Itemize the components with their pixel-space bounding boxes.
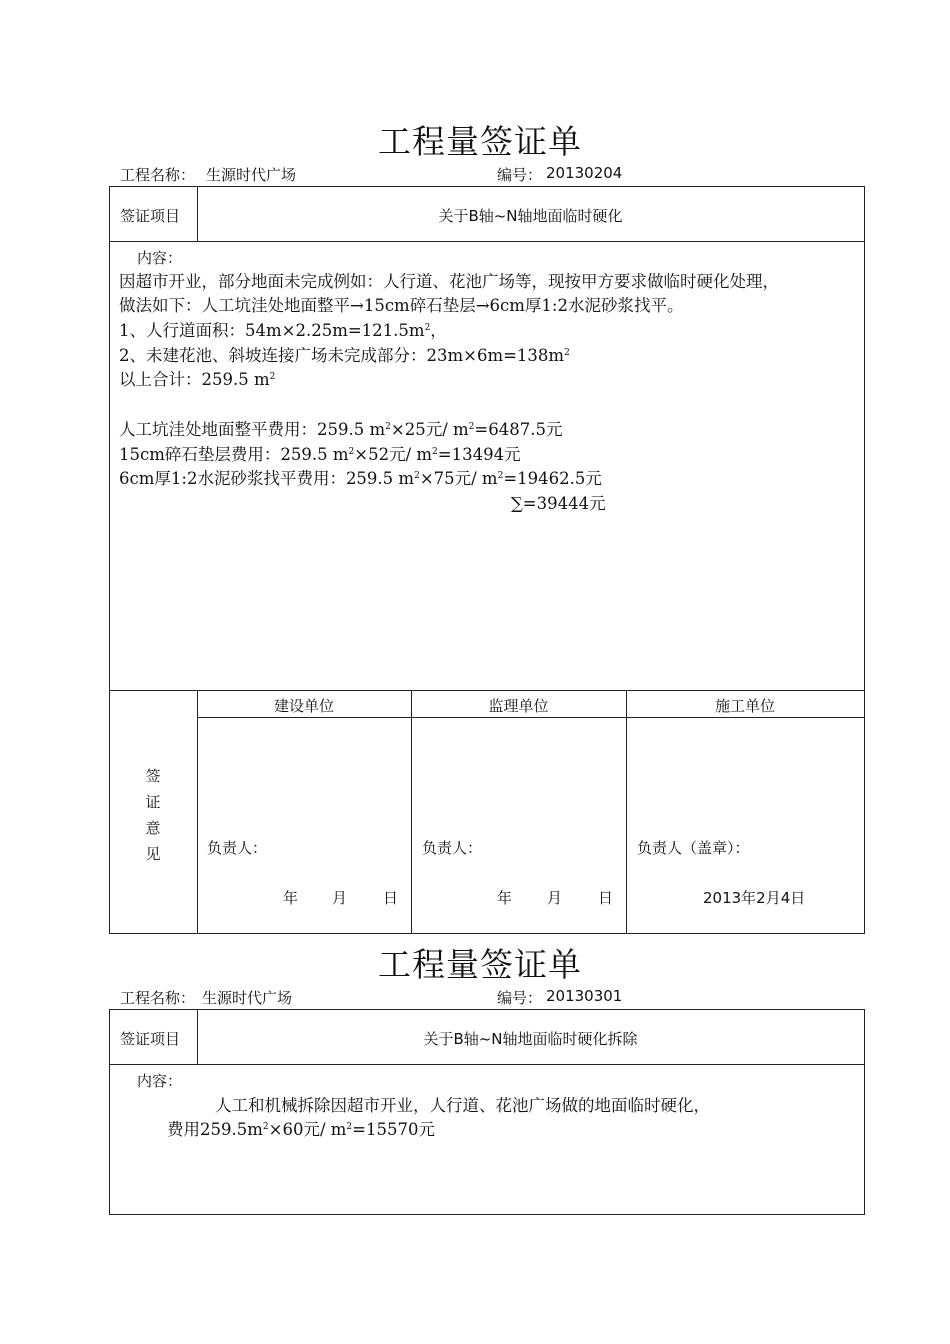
form1-area-line-1: 1、人行道面积：$54m\times 2.25m=121.5m^2$， [119, 321, 447, 340]
form2-content-label: 内容： [137, 1072, 183, 1090]
form1-opinion-col-divider [197, 690, 198, 934]
construction-responsible: 负责人： [207, 839, 268, 857]
form2-top-border [109, 1009, 865, 1010]
form1-cost-line-3: 6cm厚1:2水泥砂浆找平费用：259.5 $m^2\times 75$元/ $m^2=19462.5$元 [119, 469, 602, 488]
opinion-char: 签 [145, 767, 161, 785]
party-header-contractor: 施工单位 [714, 697, 775, 715]
supervision-date-day: 日 [598, 889, 614, 907]
supervision-date-month: 月 [547, 889, 563, 907]
form2-content-line-2: 费用$259.5m^2\times 60$元/ $m^2=15570$元 [167, 1120, 435, 1139]
form2-number-label: 编号： [497, 989, 543, 1007]
construction-date-year: 年 [283, 889, 299, 907]
form2-right-border [864, 1009, 865, 1215]
supervision-responsible: 负责人： [422, 839, 483, 857]
party-header-supervision: 监理单位 [488, 697, 549, 715]
form1-party-divider-1 [411, 690, 412, 934]
form1-number-label: 编号： [497, 166, 543, 184]
form1-number: 20130204 [546, 164, 623, 182]
form1-left-border [109, 186, 110, 934]
form1-top-border [109, 186, 865, 187]
opinion-char: 证 [145, 793, 161, 811]
form2-content-line-1: 人工和机械拆除因超市开业，人行道、花池广场做的地面临时硬化， [215, 1096, 710, 1115]
opinion-char: 见 [145, 845, 161, 863]
form1-party-divider-2 [626, 690, 627, 934]
form1-sum-line: ∑=39444元 [511, 494, 606, 513]
form1-item-divider [109, 241, 865, 242]
form1-item-label: 签证项目 [120, 207, 181, 225]
form1-content-divider [109, 690, 865, 691]
opinion-char: 意 [145, 819, 161, 837]
form2-number: 20130301 [546, 987, 623, 1005]
construction-date-day: 日 [383, 889, 399, 907]
form1-cost-line-1: 人工坑洼处地面整平费用：259.5 $m^2\times 25$元/ $m^2=6487.5$元 [119, 420, 563, 439]
form1-project-name: 生源时代广场 [206, 166, 297, 184]
form1-party-header-divider [197, 717, 865, 718]
form1-area-line-2: 2、未建花池、斜坡连接广场未完成部分：$23m\times 6m=138m^2$ [119, 346, 570, 365]
form1-content-line-2: 做法如下：人工坑洼处地面整平→15cm碎石垫层→6cm厚1:2水泥砂浆找平。 [119, 296, 684, 315]
form2-left-border [109, 1009, 110, 1215]
form2-item-divider [109, 1064, 865, 1065]
form1-title: 工程量签证单 [378, 122, 582, 161]
form2-bottom-border [109, 1214, 865, 1215]
form1-opinion-label [143, 763, 163, 867]
form1-right-border [864, 186, 865, 934]
form1-bottom-border [109, 933, 865, 934]
form2-project-label: 工程名称： [120, 989, 196, 1007]
form1-content-line-1: 因超市开业，部分地面未完成例如：人行道、花池广场等，现按甲方要求做临时硬化处理， [119, 272, 779, 291]
form1-item-value: 关于B轴~N轴地面临时硬化 [438, 207, 623, 225]
party-header-construction: 建设单位 [273, 697, 334, 715]
form2-title: 工程量签证单 [378, 945, 582, 984]
form2-project-name: 生源时代广场 [202, 989, 293, 1007]
form1-cost-line-2: 15cm碎石垫层费用：259.5 $m^2\times 52$元/ $m^2=13494$元 [119, 445, 521, 464]
contractor-responsible: 负责人（盖章）： [637, 839, 750, 857]
form1-total-line: 以上合计：259.5 $m^2$ [119, 370, 276, 389]
construction-date-month: 月 [332, 889, 348, 907]
form2-item-value: 关于B轴~N轴地面临时硬化拆除 [423, 1030, 638, 1048]
form1-project-label: 工程名称： [120, 166, 196, 184]
supervision-date-year: 年 [497, 889, 513, 907]
contractor-date: 2013年2月4日 [703, 889, 806, 907]
form1-content-label: 内容： [137, 249, 183, 267]
form2-item-label: 签证项目 [120, 1030, 181, 1048]
